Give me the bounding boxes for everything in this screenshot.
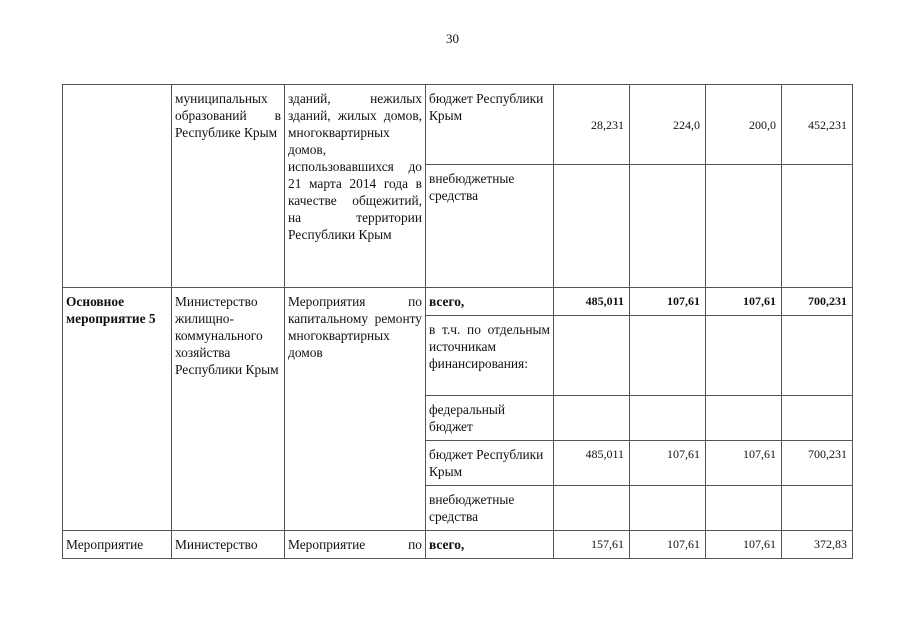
value-cell: 485,011 <box>554 288 630 316</box>
source-cell: бюджет Республики Крым <box>426 441 554 486</box>
activity-cell <box>63 85 172 288</box>
source-cell: федеральный бюджет <box>426 396 554 441</box>
source-cell: внебюджетные средства <box>426 165 554 288</box>
value-cell: 28,231 <box>554 85 630 165</box>
value-cell: 107,61 <box>706 288 782 316</box>
value-cell <box>782 165 853 288</box>
table-row <box>63 85 853 165</box>
value-cell <box>554 486 630 531</box>
description-cell: Мероприятия по капитальному ремонту многоквартирных домов <box>285 288 426 531</box>
executor-cell: Министерство жилищно-коммунального хозяйства Республики Крым <box>172 288 285 531</box>
value-cell <box>706 316 782 396</box>
value-cell <box>554 165 630 288</box>
value-cell <box>630 486 706 531</box>
value-cell <box>782 316 853 396</box>
source-cell: внебюджетные средства <box>426 486 554 531</box>
table-row <box>63 531 853 559</box>
value-cell: 485,011 <box>554 441 630 486</box>
value-cell <box>554 316 630 396</box>
value-cell: 372,83 <box>782 531 853 559</box>
value-cell <box>630 396 706 441</box>
value-cell: 107,61 <box>706 531 782 559</box>
value-cell: 107,61 <box>706 441 782 486</box>
value-cell: 700,231 <box>782 441 853 486</box>
source-cell: в т.ч. по отдельным источникам финансирования: <box>426 316 554 396</box>
value-cell: 200,0 <box>706 85 782 165</box>
value-cell: 700,231 <box>782 288 853 316</box>
value-cell <box>706 165 782 288</box>
value-cell <box>782 486 853 531</box>
activity-cell: Основное мероприятие 5 <box>63 288 172 531</box>
executor-cell: Министерство <box>172 531 285 559</box>
value-cell: 452,231 <box>782 85 853 165</box>
executor-cell: муниципальных образований в Республике Крым <box>172 85 285 288</box>
value-cell: 224,0 <box>630 85 706 165</box>
total-label-cell: всего, <box>426 531 554 559</box>
value-cell <box>706 486 782 531</box>
value-cell <box>630 316 706 396</box>
program-funding-table <box>62 84 853 559</box>
value-cell <box>554 396 630 441</box>
value-cell: 107,61 <box>630 441 706 486</box>
value-cell: 107,61 <box>630 531 706 559</box>
value-cell <box>630 165 706 288</box>
source-cell: бюджет Республики Крым <box>426 85 554 165</box>
value-cell <box>706 396 782 441</box>
page-number: 30 <box>446 31 459 46</box>
description-cell: Мероприятие по <box>285 531 426 559</box>
activity-cell: Мероприятие <box>63 531 172 559</box>
description-cell: зданий, нежилых зданий, жилых домов, многоквартирных домов, использовавшихся до 21 марта 2014 года в качестве общежитий, на территории Республики Крым <box>285 85 426 288</box>
value-cell: 107,61 <box>630 288 706 316</box>
value-cell <box>782 396 853 441</box>
value-cell: 157,61 <box>554 531 630 559</box>
table-row <box>63 288 853 316</box>
total-label-cell: всего, <box>426 288 554 316</box>
